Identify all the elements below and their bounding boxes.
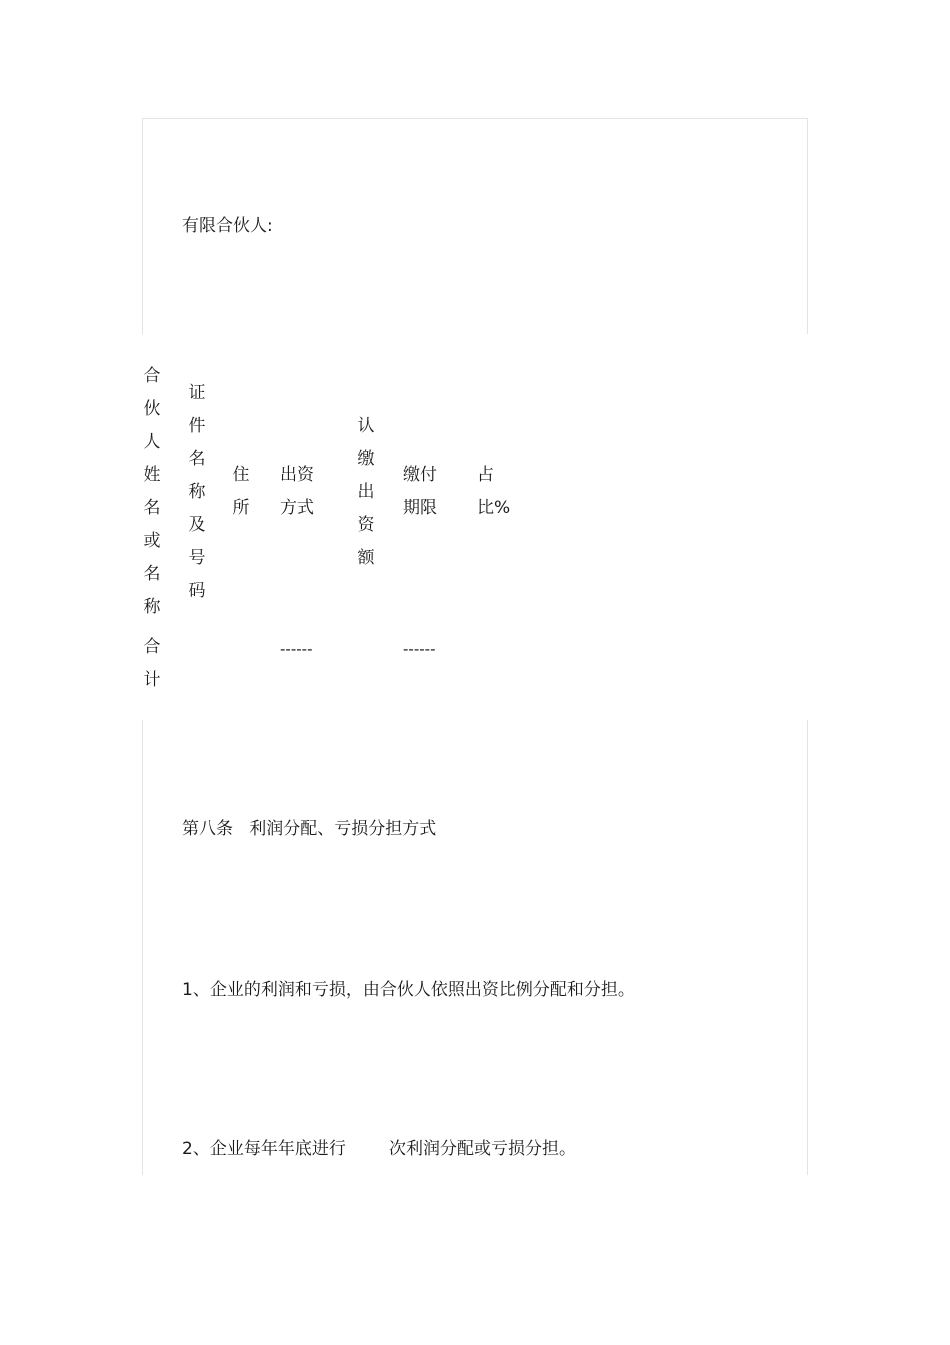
article8-clause-2-part1: 2、企业每年年底进行	[182, 1139, 346, 1159]
table-total-label: 合 计	[143, 637, 161, 690]
table-header-subscribed-amount: 认 缴 出 资 额	[357, 416, 375, 568]
table-total-method-value: ------	[280, 640, 313, 658]
top-frame-left-border	[142, 118, 143, 334]
table-header-partner-name: 合 伙 人 姓 名 或 名 称	[143, 366, 161, 617]
table-header-address: 住 所	[232, 465, 250, 518]
top-frame-border	[142, 118, 808, 119]
table-header-contribution-method: 出资 方式	[280, 465, 314, 518]
article8-clause-2-part2: 次利润分配或亏损分担。	[389, 1139, 576, 1159]
bottom-frame-right-border	[807, 720, 808, 1175]
article8-heading: 第八条 利润分配、亏损分担方式	[182, 819, 437, 839]
bottom-frame-left-border	[142, 720, 143, 1175]
article8-clause-1: 1、企业的利润和亏损，由合伙人依照出资比例分配和分担。	[182, 980, 635, 1000]
table-total-term-value: ------	[403, 640, 436, 658]
table-header-ratio: 占 比%	[477, 465, 511, 518]
table-header-id-document: 证 件 名 称 及 号 码	[188, 383, 206, 601]
limited-partner-label: 有限合伙人:	[182, 216, 273, 236]
table-header-payment-term: 缴付 期限	[403, 465, 437, 518]
top-frame-right-border	[807, 118, 808, 334]
